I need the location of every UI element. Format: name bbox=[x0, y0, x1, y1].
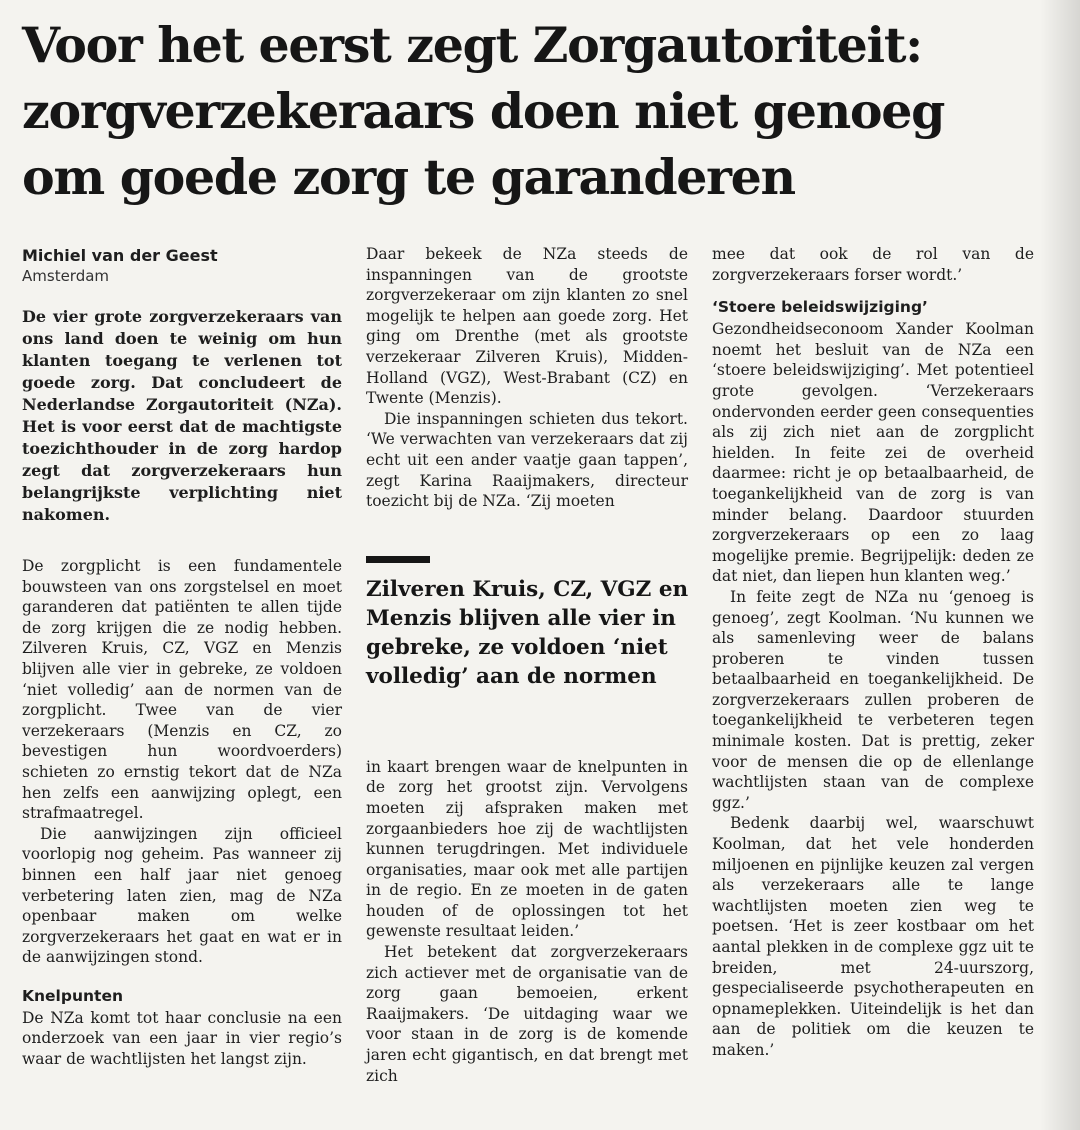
headline-line-3: om goede zorg te garanderen bbox=[22, 148, 795, 206]
body-paragraph: De NZa komt tot haar conclusie na een onderzoek van een jaar in vier regio’s waar de wachtlijsten het langst zijn. bbox=[22, 1008, 342, 1069]
article-column-1 bbox=[22, 244, 342, 1070]
body-paragraph: mee dat ook de rol van de zorgverzekeraars forser wordt.’ bbox=[712, 245, 1034, 284]
body-paragraph: De zorgplicht is een fundamentele bouwsteen van ons zorgstelsel en moet garanderen dat patiënten te allen tijde de zorg krijgen die ze nodig hebben. Zilveren Kruis, CZ, VGZ en Menzis blijven alle vier in gebreke, ze voldoen ‘niet volledig’ aan de normen van de zorgplicht. Twee van de vier verzekeraars (Menzis en CZ, zo bevestigen hun woordvoerders) schieten zo ernstig tekort dat de NZa hen zelfs een aanwijzing oplegt, een strafmaatregel. bbox=[22, 557, 342, 823]
body-paragraph: Daar bekeek de NZa steeds de inspanningen van de grootste zorgverzekeraar om zijn klanten zo snel mogelijk te helpen aan goede zorg. Het ging om Drenthe (met als grootste verzekeraar Zilveren Kruis), Midden-Holland (VGZ), West-Brabant (CZ) en Twente (Menzis). bbox=[366, 245, 688, 408]
pullquote-line: Menzis blijven alle vier in bbox=[366, 605, 676, 631]
pullquote-rule bbox=[366, 556, 430, 563]
headline-line-2: zorgverzekeraars doen niet genoeg bbox=[22, 82, 945, 140]
article-column-2 bbox=[366, 244, 688, 1086]
headline-line-1: Voor het eerst zegt Zorgautoriteit: bbox=[22, 16, 922, 74]
article-column-3 bbox=[712, 244, 1034, 1061]
body-paragraph: in kaart brengen waar de knelpunten in de zorg het grootst zijn. Vervolgens moeten zij afspraken maken met zorgaanbieders hoe zij de wachtlijsten kunnen terugdringen. Met individuele organisaties, maar ook met alle partijen in de regio. En ze moeten in de gaten houden of de oplossingen tot het gewenste resultaat leiden.’ bbox=[366, 757, 688, 941]
pullquote-line: gebreke, ze voldoen ‘niet bbox=[366, 634, 668, 660]
article-headline bbox=[22, 12, 1062, 210]
section-heading-beleidswijziging: ‘Stoere beleidswijziging’ bbox=[712, 298, 928, 317]
pullquote-line: volledig’ aan de normen bbox=[366, 663, 657, 689]
body-paragraph: Bedenk daarbij wel, waarschuwt Koolman, dat het vele honderden miljoenen en pijnlijke keuzen zal vergen als verzekeraars alle te lange wachtlijsten moeten zien weg te poetsen. ‘Het is zeer kostbaar om het aantal plekken in de complexe ggz uit te breiden, met 24-uurszorg, gespecialiseerde psychotherapeuten en opnameplekken. Uiteindelijk is het dan aan de politiek om die keuzen te maken.’ bbox=[712, 814, 1034, 1059]
pullquote bbox=[366, 575, 688, 691]
section-heading-knelpunten: Knelpunten bbox=[22, 986, 123, 1005]
body-paragraph: Gezondheidseconoom Xander Koolman noemt het besluit van de NZa een ‘stoere beleidswijziging’. Met potentieel grote gevolgen. ‘Verzekeraars ondervonden eerder geen consequenties als zij zich niet aan de zorgplicht hielden. In feite zei de overheid daarmee: richt je op betaalbaarheid, de toegankelijkheid van de zorg is van minder belang. Daardoor stuurden zorgverzekeraars op een zo laag mogelijke premie. Begrijpelijk: deden ze dat niet, dan liepen hun klanten weg.’ bbox=[712, 320, 1034, 586]
body-paragraph: In feite zegt de NZa nu ‘genoeg is genoeg’, zegt Koolman. ‘Nu kunnen we als samenleving weer de balans proberen te vinden tussen betaalbaarheid en toegankelijkheid. De zorgverzekeraars zullen proberen de toegankelijkheid te verbeteren tegen minimale kosten. Dat is prettig, zeker voor de mensen die op de ellenlange wachtlijsten staan van de complexe ggz.’ bbox=[712, 587, 1034, 812]
byline-author: Michiel van der Geest bbox=[22, 246, 218, 265]
body-paragraph: Die aanwijzingen zijn officieel voorlopig nog geheim. Pas wanneer zij binnen een half jaar niet genoeg verbetering laten zien, mag de NZa openbaar maken om welke zorgverzekeraars het gaat en wat er in de aanwijzingen stond. bbox=[22, 824, 342, 967]
body-paragraph: Die inspanningen schieten dus tekort. ‘We verwachten van verzekeraars dat zij echt uit een ander vaatje gaan tappen’, zegt Karina Raaijmakers, directeur toezicht bij de NZa. ‘Zij moeten bbox=[366, 409, 688, 511]
body-paragraph: Het betekent dat zorgverzekeraars zich actiever met de organisatie van de zorg gaan bemoeien, erkent Raaijmakers. ‘De uitdaging waar we voor staan in de zorg is de komende jaren echt gigantisch, en dat brengt met zich bbox=[366, 943, 688, 1085]
lead-paragraph: De vier grote zorgverzekeraars van ons land doen te weinig om hun klanten toegang te verlenen tot goede zorg. Dat concludeert de Nederlandse Zorgautoriteit (NZa). Het is voor eerst dat de machtigste toezichthouder in de zorg hardop zegt dat zorgverzekeraars hun belangrijkste verplichting niet nakomen. bbox=[22, 307, 342, 524]
pullquote-line: Zilveren Kruis, CZ, VGZ en bbox=[366, 576, 689, 602]
byline-location: Amsterdam bbox=[22, 267, 110, 285]
